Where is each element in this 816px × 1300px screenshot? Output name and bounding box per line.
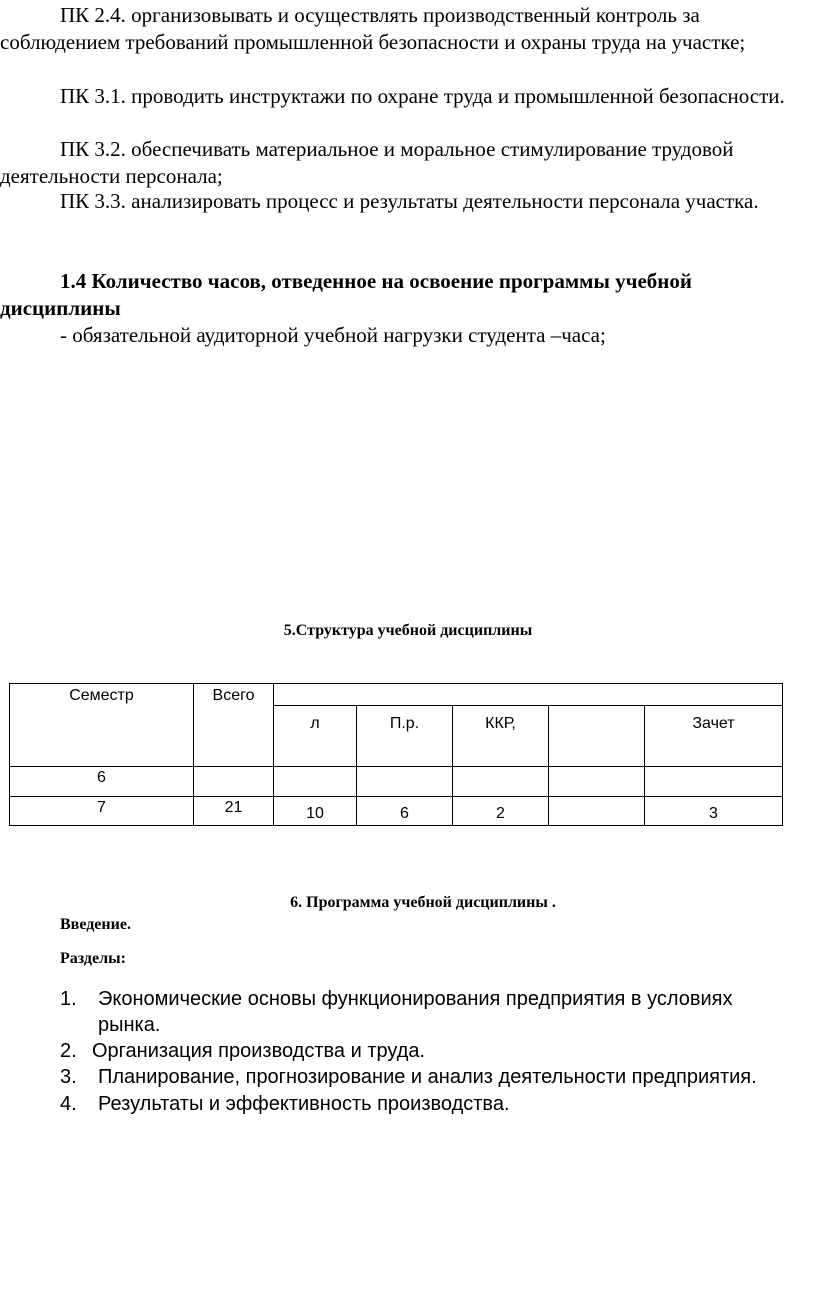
list-item-text: Планирование, прогнозирование и анализ деятельности предприятия.: [98, 1066, 757, 1088]
subheader-blank: [549, 706, 645, 767]
row-cell: 10: [274, 797, 357, 826]
list-item-text: Результаты и эффективность производства.: [98, 1093, 510, 1115]
header-total: Всего: [194, 684, 274, 767]
competency-pk-3-2: ПК 3.2. обеспечивать материальное и моральное стимулирование трудовой деятельности персонала;: [0, 137, 734, 188]
section-1-4-heading: 1.4 Количество часов, отведенное на освоение программы учебной дисциплины: [0, 269, 692, 320]
subheader-practical: П.р.: [357, 706, 453, 767]
row-cell: 2: [453, 797, 549, 826]
row-cell: 3: [645, 797, 783, 826]
list-item-text: Экономические основы функционирования предприятия в условиях рынка.: [98, 988, 733, 1036]
hours-line: - обязательной аудиторной учебной нагрузки студента –часа;: [60, 323, 606, 347]
table-row: [10, 767, 783, 797]
sections-label: Разделы:: [60, 950, 126, 967]
subheader-credit: Зачет: [645, 706, 783, 767]
list-item: [60, 1064, 800, 1090]
list-item-number: 3.: [60, 1066, 77, 1088]
structure-table: [9, 683, 783, 826]
competency-pk-3-1: ПК 3.1. проводить инструктажи по охране труда и промышленной безопасности.: [60, 84, 785, 108]
row-cell: [549, 797, 645, 826]
row-total: [194, 767, 274, 797]
row-total: 21: [194, 797, 274, 826]
section-6-heading: 6. Программа учебной дисциплины .: [290, 894, 556, 911]
header-blank-span: [274, 684, 783, 706]
table-row: [10, 797, 783, 826]
list-item: [60, 1091, 800, 1117]
row-cell: [274, 767, 357, 797]
row-cell: [453, 767, 549, 797]
row-semester: 6: [10, 767, 194, 797]
competency-pk-2-4: ПК 2.4. организовывать и осуществлять производственный контроль за соблюдением требований промышленной безопасности и охраны труда на участке;: [0, 3, 746, 54]
subheader-lectures: л: [274, 706, 357, 767]
row-cell: [357, 767, 453, 797]
competency-pk-3-3: ПК 3.3. анализировать процесс и результаты деятельности персонала участка.: [60, 189, 759, 213]
row-cell: [645, 767, 783, 797]
intro-label: Введение.: [60, 916, 131, 933]
list-item-number: 1.: [60, 988, 77, 1010]
subheader-kkr: ККР,: [453, 706, 549, 767]
row-semester: 7: [10, 797, 194, 826]
row-cell: [549, 767, 645, 797]
list-item-text: Организация производства и труда.: [92, 1040, 426, 1062]
list-item: [60, 1038, 800, 1064]
header-semester: Семестр: [10, 684, 194, 767]
list-item-number: 4.: [60, 1093, 77, 1115]
section-5-heading: 5.Структура учебной дисциплины: [283, 622, 533, 639]
list-item-number: 2.: [60, 1040, 77, 1062]
list-item: [60, 986, 800, 1038]
row-cell: 6: [357, 797, 453, 826]
